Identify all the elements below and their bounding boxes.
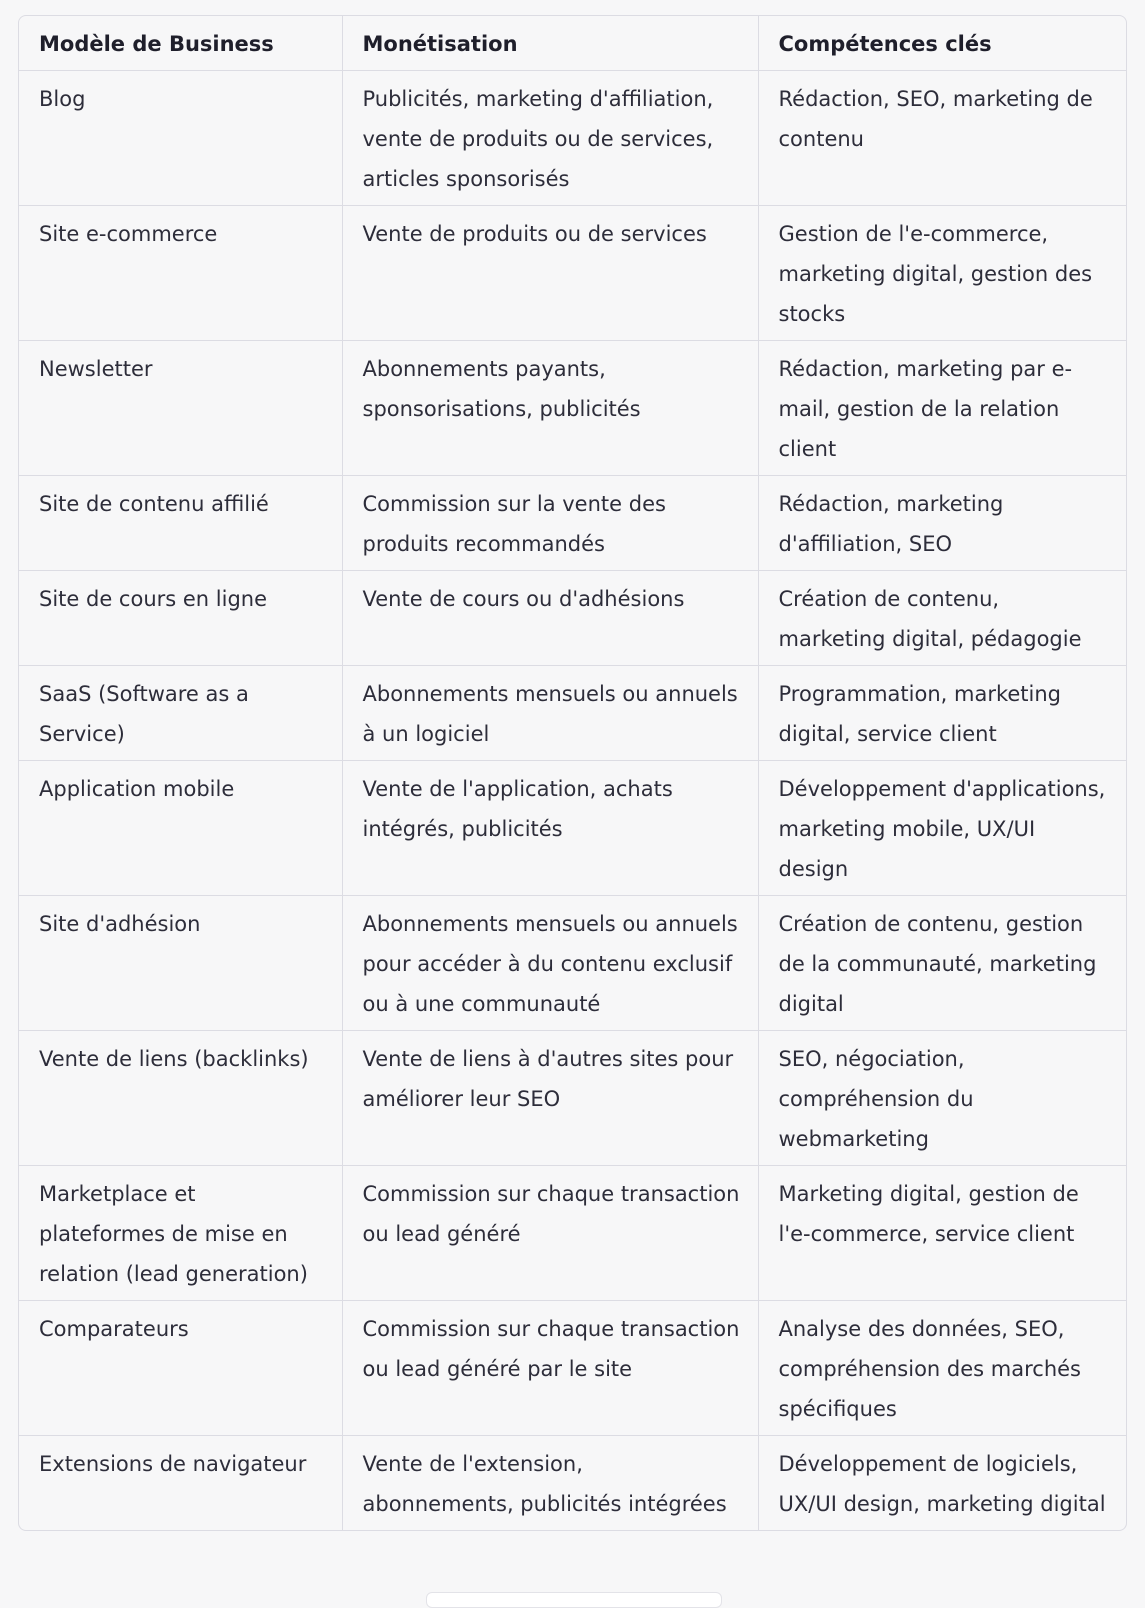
cell-monetisation: Publicités, marketing d'affiliation, vente de produits ou de services, articles sponsorisés — [342, 71, 758, 206]
cell-business-model: Blog — [19, 71, 342, 206]
cell-monetisation: Vente de produits ou de services — [342, 206, 758, 341]
column-header-monetisation: Monétisation — [342, 16, 758, 71]
cell-key-skills: Gestion de l'e-commerce, marketing digital, gestion des stocks — [758, 206, 1126, 341]
table-row — [19, 1166, 1126, 1301]
cell-monetisation: Vente de cours ou d'adhésions — [342, 571, 758, 666]
cell-business-model: SaaS (Software as a Service) — [19, 666, 342, 761]
cell-monetisation: Commission sur chaque transaction ou lead généré — [342, 1166, 758, 1301]
cell-monetisation: Vente de l'extension, abonnements, publicités intégrées — [342, 1436, 758, 1531]
cell-key-skills: Création de contenu, marketing digital, pédagogie — [758, 571, 1126, 666]
cell-business-model: Newsletter — [19, 341, 342, 476]
cell-business-model: Site e-commerce — [19, 206, 342, 341]
cell-key-skills: Analyse des données, SEO, compréhension des marchés spécifiques — [758, 1301, 1126, 1436]
table-row — [19, 206, 1126, 341]
cell-key-skills: Développement de logiciels, UX/UI design, marketing digital — [778, 1452, 1106, 1516]
cell-key-skills: SEO, négociation, compréhension du webmarketing — [758, 1031, 1126, 1166]
table-row — [19, 1436, 1126, 1531]
cell-business-model: Site de contenu affilié — [19, 476, 342, 571]
table-row — [19, 71, 1126, 206]
table-row — [19, 341, 1126, 476]
cell-monetisation: Abonnements mensuels ou annuels pour accéder à du contenu exclusif ou à une communauté — [342, 896, 758, 1031]
table-header-row — [19, 16, 1126, 71]
column-header-key-skills: Compétences clés — [758, 16, 1126, 71]
cell-business-model: Site d'adhésion — [19, 896, 342, 1031]
cell-key-skills: Rédaction, SEO, marketing de contenu — [758, 71, 1126, 206]
cell-key-skills: Création de contenu, gestion de la communauté, marketing digital — [758, 896, 1126, 1031]
column-header-business-model: Modèle de Business — [19, 16, 342, 71]
cell-business-model: Comparateurs — [19, 1301, 342, 1436]
table-row — [19, 476, 1126, 571]
business-models-table-container — [18, 15, 1127, 1531]
cell-monetisation: Abonnements payants, sponsorisations, publicités — [342, 341, 758, 476]
cell-monetisation: Commission sur la vente des produits recommandés — [342, 476, 758, 571]
cell-key-skills: Développement d'applications, marketing mobile, UX/UI design — [758, 761, 1126, 896]
table-row — [19, 1031, 1126, 1166]
cell-key-skills: Marketing digital, gestion de l'e-commerce, service client — [758, 1166, 1126, 1301]
business-models-table — [19, 16, 1126, 1530]
table-header — [19, 16, 1126, 71]
bottom-panel-tab[interactable] — [426, 1592, 722, 1608]
cell-business-model: Vente de liens (backlinks) — [19, 1031, 342, 1166]
table-row — [19, 666, 1126, 761]
cell-key-skills: Rédaction, marketing par e-mail, gestion de la relation client — [758, 341, 1126, 476]
cell-monetisation: Vente de l'application, achats intégrés, publicités — [342, 761, 758, 896]
cell-key-skills: Rédaction, marketing d'affiliation, SEO — [758, 476, 1126, 571]
table-row — [19, 761, 1126, 896]
cell-business-model: Extensions de navigateur — [19, 1436, 342, 1531]
cell-key-skills: Programmation, marketing digital, service client — [758, 666, 1126, 761]
cell-monetisation: Commission sur chaque transaction ou lead généré par le site — [342, 1301, 758, 1436]
table-body — [19, 71, 1126, 1531]
cell-business-model: Marketplace et plateformes de mise en relation (lead generation) — [19, 1166, 342, 1301]
cell-monetisation: Abonnements mensuels ou annuels à un logiciel — [342, 666, 758, 761]
table-row — [19, 571, 1126, 666]
cell-business-model: Site de cours en ligne — [19, 571, 342, 666]
table-row — [19, 1301, 1126, 1436]
table-row — [19, 896, 1126, 1031]
cell-monetisation: Vente de liens à d'autres sites pour améliorer leur SEO — [342, 1031, 758, 1166]
cell-business-model: Application mobile — [19, 761, 342, 896]
